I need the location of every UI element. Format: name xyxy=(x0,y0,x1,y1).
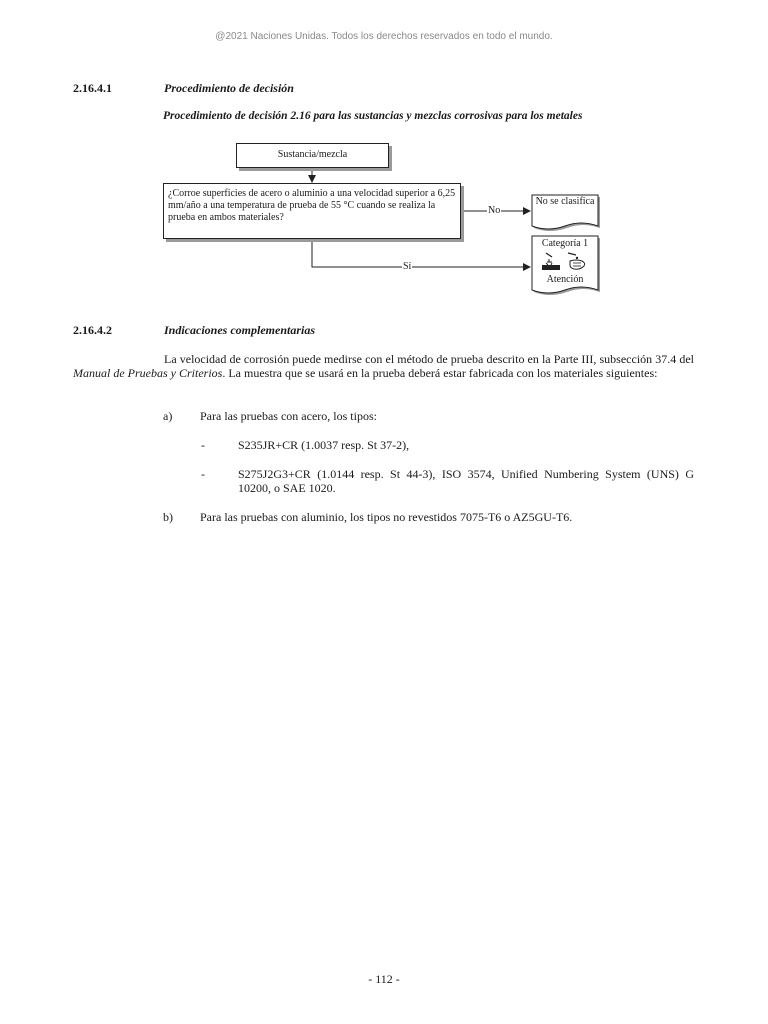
result-no-text: No se clasifica xyxy=(535,196,595,207)
corrosion-pictogram-icon xyxy=(540,251,590,273)
paragraph-text-part1: La velocidad de corrosión puede medirse con el método de prueba descrito en la Parte III, subsección 37.4 del xyxy=(164,352,694,366)
start-label: Sustancia/mezcla xyxy=(277,149,348,160)
procedure-title: Procedimiento de decisión 2.16 para las sustancias y mezclas corrosivas para los metales xyxy=(163,110,583,122)
sublist-item-2-line1: S275J2G3+CR (1.0144 resp. St 44-3), ISO 3574, Unified Numbering System (UNS) G xyxy=(238,467,694,481)
flowchart-start-box xyxy=(236,143,389,168)
page-number: - 112 - xyxy=(368,972,400,986)
sublist-marker-1: - xyxy=(201,438,205,452)
copyright-notice: @2021 Naciones Unidas. Todos los derechos reservados en todo el mundo. xyxy=(215,31,553,42)
section-title: Indicaciones complementarias xyxy=(164,323,315,337)
section-number: 2.16.4.1 xyxy=(73,81,112,95)
list-marker-a: a) xyxy=(163,409,173,423)
paragraph-text-part2: . La muestra que se usará en la prueba deberá estar fabricada con los materiales siguientes: xyxy=(222,366,658,380)
sublist-item-1: S235JR+CR (1.0037 resp. St 37-2), xyxy=(238,438,410,452)
list-item-b-text: Para las pruebas con aluminio, los tipos no revestidos 7075-T6 o AZ5GU-T6. xyxy=(200,510,573,524)
signal-word: Atención xyxy=(546,274,584,285)
section-title: Procedimiento de decisión xyxy=(164,81,294,95)
list-item-a-text: Para las pruebas con acero, los tipos: xyxy=(200,409,377,423)
section-heading-complementary xyxy=(73,323,694,337)
category-label: Categoría 1 xyxy=(541,238,589,249)
list-marker-b: b) xyxy=(163,510,173,524)
no-branch-label: No xyxy=(488,205,501,216)
manual-title: Manual de Pruebas y Criterios xyxy=(73,366,223,380)
sublist-item-2-line2: 10200, o SAE 1020. xyxy=(238,481,336,495)
question-text: ¿Corroe superficies de acero o aluminio a una velocidad superior a 6,25 mm/año a una temperatura de prueba de 55 °C cuando se realiza la prueba en ambos materiales? xyxy=(168,188,456,223)
sublist-item-2 xyxy=(238,467,694,495)
arrow-yes xyxy=(312,239,530,267)
result-no-classification xyxy=(532,194,598,232)
flowchart-question-box xyxy=(163,183,461,239)
section-number: 2.16.4.2 xyxy=(73,323,112,337)
yes-branch-label: Sí xyxy=(403,261,412,272)
sublist-marker-2: - xyxy=(201,467,205,481)
result-category-1 xyxy=(532,235,598,297)
body-paragraph xyxy=(73,352,694,380)
